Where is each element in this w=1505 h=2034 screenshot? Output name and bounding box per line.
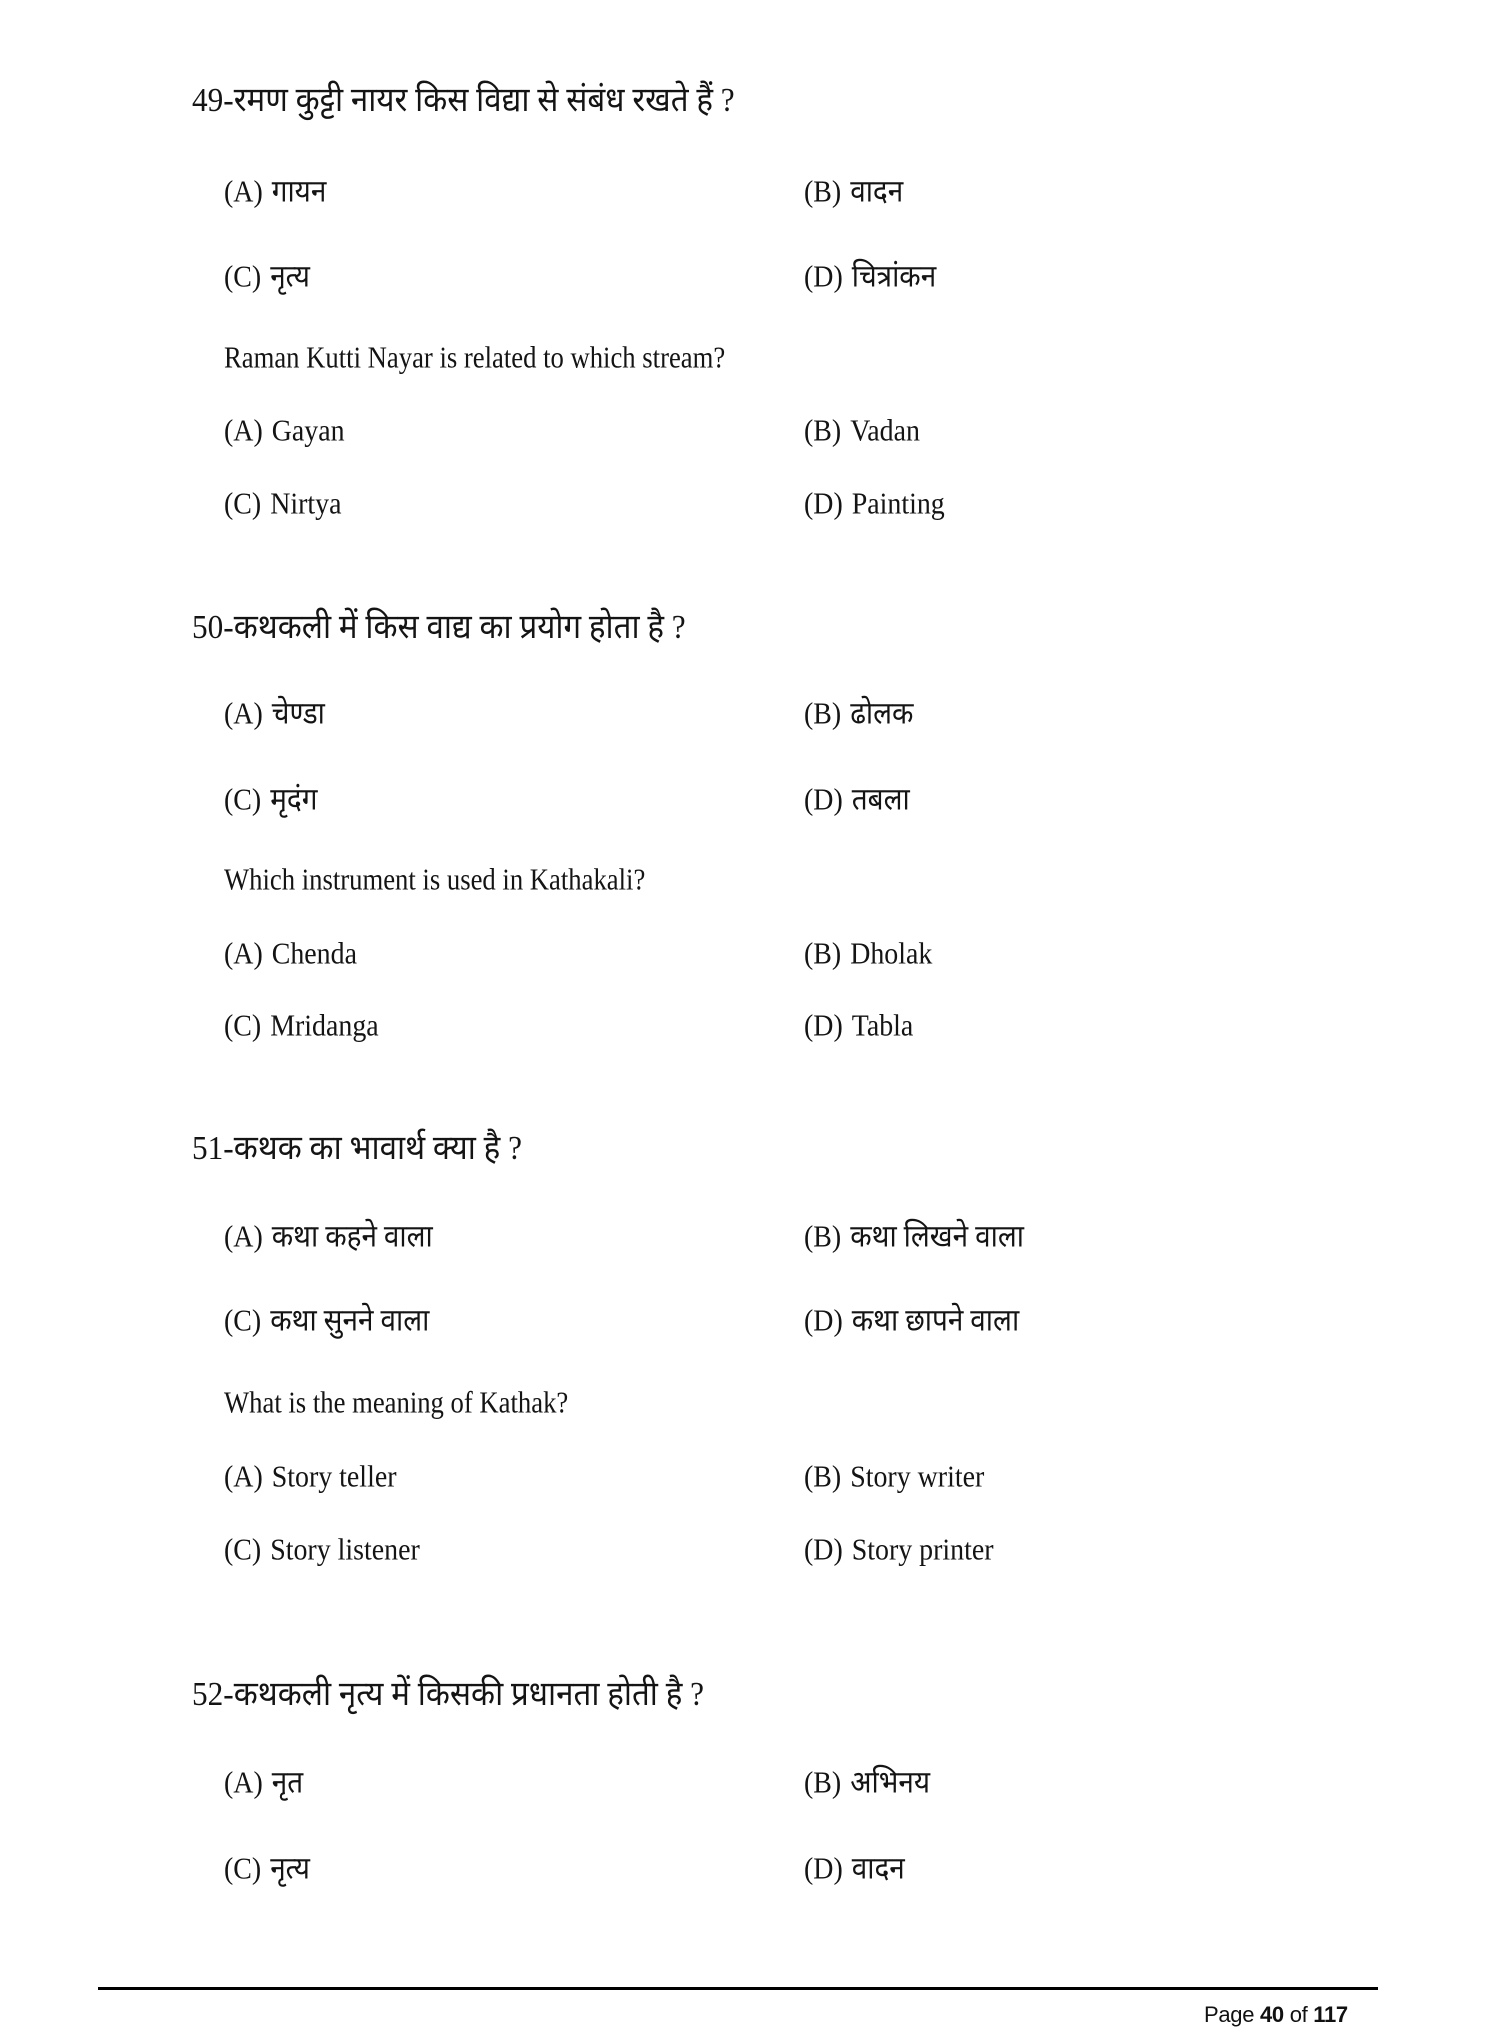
option-text: ढोलक bbox=[850, 695, 914, 731]
option-label: (D) bbox=[804, 485, 843, 521]
question-52-hindi-option-c bbox=[224, 1850, 310, 1886]
question-52-hindi-option-b bbox=[804, 1764, 931, 1800]
option-text: Gayan bbox=[271, 412, 345, 448]
question-49-english-option-c bbox=[224, 485, 342, 521]
question-50-hindi-option-d bbox=[804, 781, 910, 817]
option-text: नृत्य bbox=[270, 1850, 310, 1886]
option-label: (C) bbox=[224, 1007, 262, 1043]
option-label: (B) bbox=[804, 1218, 842, 1254]
option-label: (A) bbox=[224, 695, 263, 731]
option-text: वादन bbox=[850, 173, 904, 209]
question-51-english-option-a bbox=[224, 1458, 397, 1494]
option-text: Story listener bbox=[270, 1531, 420, 1567]
question-51-hindi-title: 51-कथक का भावार्थ क्या है ? bbox=[192, 1130, 523, 1167]
option-label: (D) bbox=[804, 1850, 843, 1886]
option-text: कथा सुनने वाला bbox=[270, 1302, 430, 1338]
option-label: (B) bbox=[804, 1458, 842, 1494]
question-50-english-option-b bbox=[804, 935, 933, 971]
option-text: Dholak bbox=[850, 935, 933, 971]
question-51-hindi-option-c bbox=[224, 1302, 430, 1338]
question-49-english-option-d bbox=[804, 485, 945, 521]
question-50-hindi-option-c bbox=[224, 781, 318, 817]
option-label: (C) bbox=[224, 1850, 262, 1886]
option-label: (C) bbox=[224, 1531, 262, 1567]
option-text: कथा कहने वाला bbox=[271, 1218, 433, 1254]
option-label: (B) bbox=[804, 1764, 842, 1800]
question-49-hindi-option-b bbox=[804, 173, 904, 209]
option-text: चेण्डा bbox=[271, 695, 325, 731]
question-50-hindi-title: 50-कथकली में किस वाद्य का प्रयोग होता है ? bbox=[192, 609, 686, 646]
option-label: (C) bbox=[224, 485, 262, 521]
option-label: (A) bbox=[224, 1764, 263, 1800]
option-text: Vadan bbox=[850, 412, 920, 448]
option-text: Nirtya bbox=[270, 485, 342, 521]
option-text: नृत bbox=[271, 1764, 304, 1800]
option-text: कथा लिखने वाला bbox=[850, 1218, 1024, 1254]
option-text: मृदंग bbox=[270, 781, 318, 817]
question-50-english-option-a bbox=[224, 935, 357, 971]
option-text: Painting bbox=[851, 485, 945, 521]
question-50-english-option-d bbox=[804, 1007, 914, 1043]
option-text: Chenda bbox=[271, 935, 357, 971]
question-51-english-option-b bbox=[804, 1458, 985, 1494]
option-label: (A) bbox=[224, 1218, 263, 1254]
option-label: (B) bbox=[804, 695, 842, 731]
option-text: कथा छापने वाला bbox=[851, 1302, 1020, 1338]
question-49-english-option-a bbox=[224, 412, 345, 448]
question-49-english-option-b bbox=[804, 412, 920, 448]
option-label: (D) bbox=[804, 1531, 843, 1567]
option-text: Story printer bbox=[851, 1531, 994, 1567]
question-50-english-option-c bbox=[224, 1007, 379, 1043]
option-text: Tabla bbox=[851, 1007, 914, 1043]
question-49-hindi-title: 49-रमण कुट्टी नायर किस विद्या से संबंध रखते हैं ? bbox=[192, 82, 735, 119]
option-label: (D) bbox=[804, 1302, 843, 1338]
page-total: 117 bbox=[1313, 2002, 1348, 2027]
option-text: वादन bbox=[851, 1850, 905, 1886]
question-52-hindi-title: 52-कथकली नृत्य में किसकी प्रधानता होती है ? bbox=[192, 1676, 705, 1713]
option-label: (C) bbox=[224, 258, 262, 294]
option-label: (A) bbox=[224, 173, 263, 209]
option-label: (D) bbox=[804, 1007, 843, 1043]
option-text: गायन bbox=[271, 173, 327, 209]
option-label: (B) bbox=[804, 173, 842, 209]
option-label: (B) bbox=[804, 935, 842, 971]
page-of: of bbox=[1289, 2002, 1308, 2027]
question-50-hindi-option-a bbox=[224, 695, 325, 731]
question-51-hindi-option-b bbox=[804, 1218, 1024, 1254]
option-text: Mridanga bbox=[270, 1007, 379, 1043]
option-text: Story teller bbox=[271, 1458, 397, 1494]
question-50-hindi-option-b bbox=[804, 695, 914, 731]
option-label: (C) bbox=[224, 781, 262, 817]
option-label: (B) bbox=[804, 412, 842, 448]
option-label: (D) bbox=[804, 258, 843, 294]
question-51-english-option-c bbox=[224, 1531, 420, 1567]
option-label: (A) bbox=[224, 935, 263, 971]
footer-divider bbox=[98, 1987, 1378, 1990]
option-text: अभिनय bbox=[850, 1764, 931, 1800]
question-52-hindi-option-d bbox=[804, 1850, 905, 1886]
page-number bbox=[1204, 2002, 1348, 2028]
option-text: तबला bbox=[851, 781, 910, 817]
option-label: (A) bbox=[224, 1458, 263, 1494]
page-current: 40 bbox=[1260, 2002, 1284, 2027]
option-text: नृत्य bbox=[270, 258, 310, 294]
question-52-hindi-option-a bbox=[224, 1764, 304, 1800]
question-49-hindi-option-c bbox=[224, 258, 310, 294]
page-prefix: Page bbox=[1204, 2002, 1255, 2027]
option-label: (D) bbox=[804, 781, 843, 817]
question-49-english-title: Raman Kutti Nayar is related to which stream? bbox=[224, 339, 726, 375]
question-49-hindi-option-d bbox=[804, 258, 937, 294]
question-51-hindi-option-a bbox=[224, 1218, 433, 1254]
question-51-english-title: What is the meaning of Kathak? bbox=[224, 1384, 569, 1420]
question-51-english-option-d bbox=[804, 1531, 994, 1567]
option-label: (C) bbox=[224, 1302, 262, 1338]
option-text: Story writer bbox=[850, 1458, 985, 1494]
question-49-hindi-option-a bbox=[224, 173, 327, 209]
question-51-hindi-option-d bbox=[804, 1302, 1020, 1338]
option-text: चित्रांकन bbox=[851, 258, 937, 294]
question-50-english-title: Which instrument is used in Kathakali? bbox=[224, 861, 646, 897]
option-label: (A) bbox=[224, 412, 263, 448]
